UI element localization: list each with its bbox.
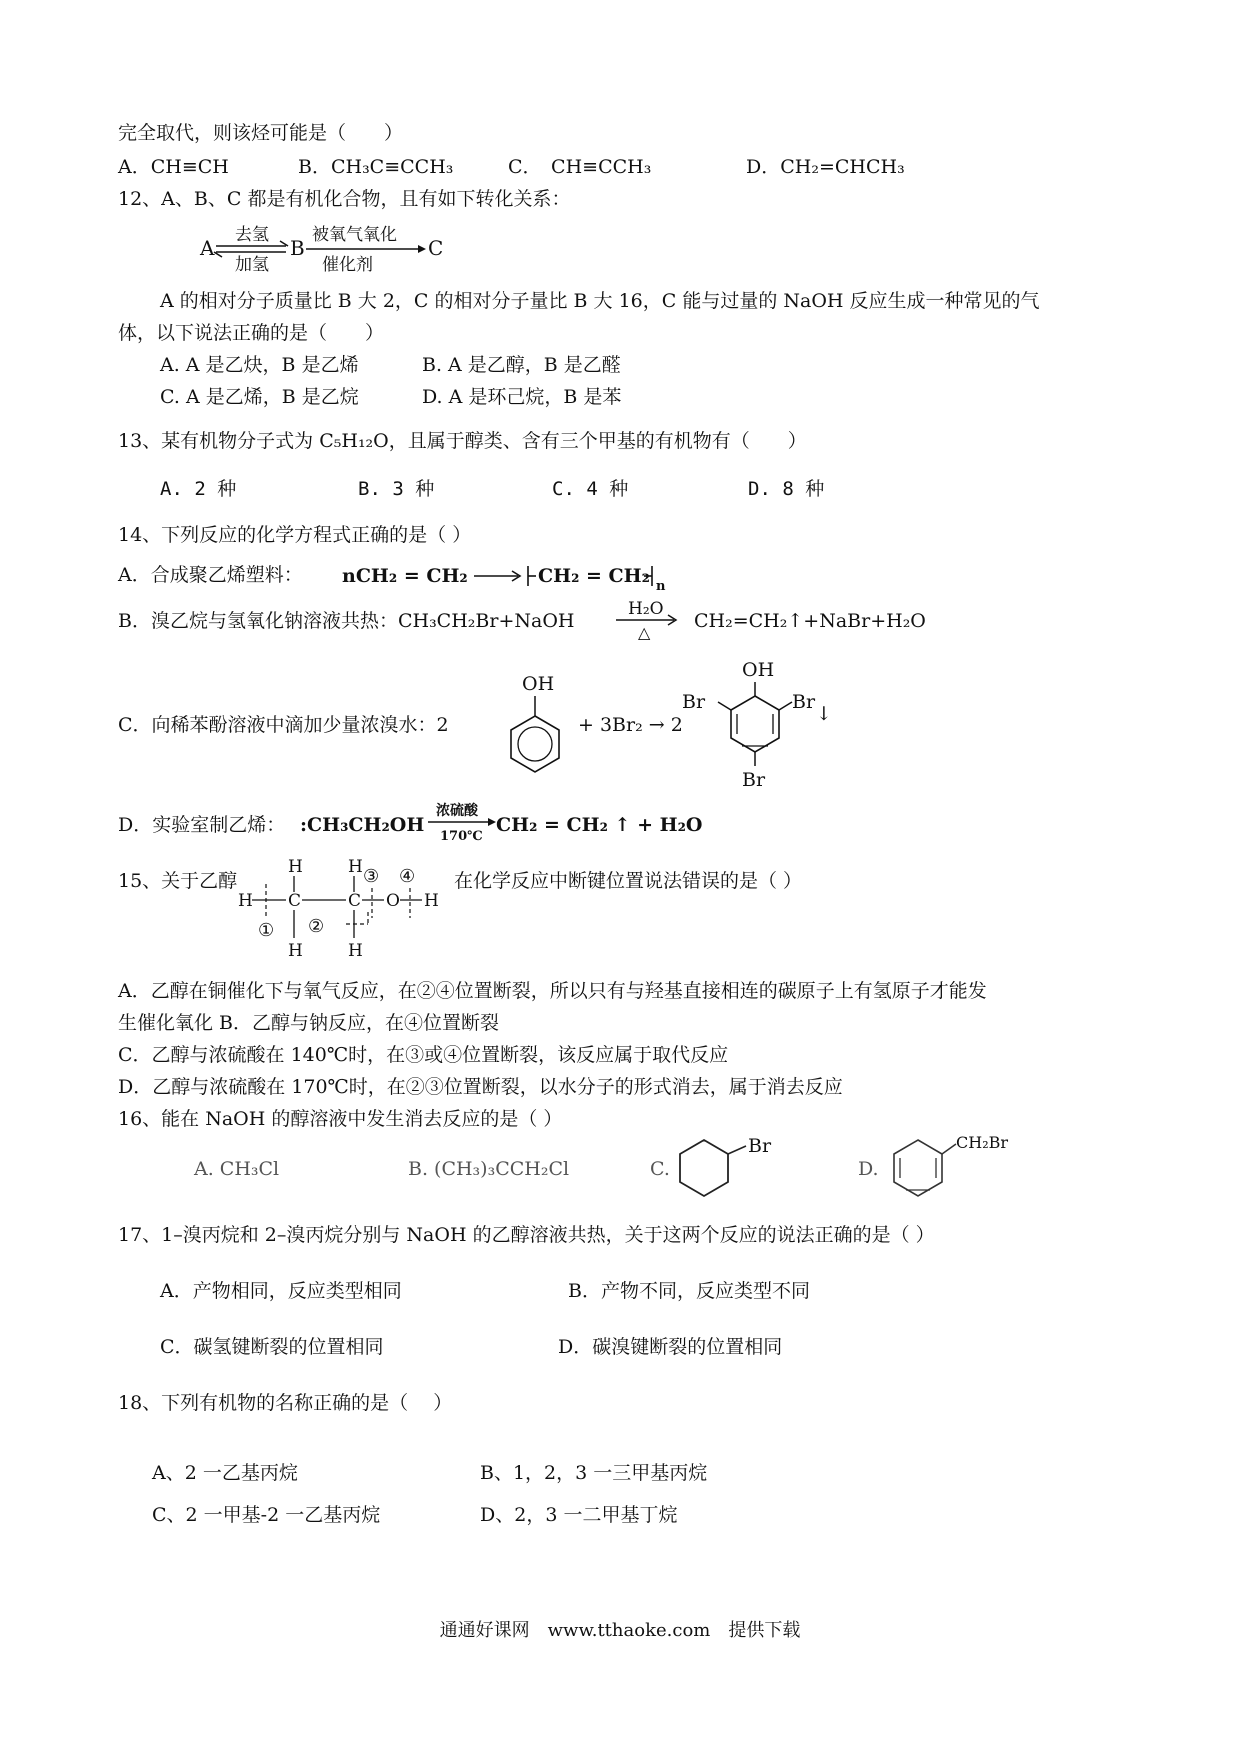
- q14-polyethylene-equation: [338, 558, 678, 594]
- ethanol-h-top2: H: [348, 857, 363, 877]
- tribromophenol-hydroxyl-label: OH: [742, 659, 775, 681]
- q13-option-d: D. 8 种: [748, 478, 825, 500]
- bromocyclohexane-structure: [676, 1130, 786, 1210]
- water-condition: H₂O: [628, 599, 664, 619]
- q12-description-line1: A 的相对分子质量比 B 大 2，C 的相对分子量比 B 大 16，C 能与过量的 NaOH 反应生成一种常见的气: [160, 290, 1040, 312]
- q13-option-a: A. 2 种: [160, 478, 237, 500]
- q14-option-d-products: CH₂ = CH₂ ↑ + H₂O: [496, 814, 703, 836]
- q13-option-c: C. 4 种: [552, 478, 629, 500]
- q14-stem: 14、下列反应的化学方程式正确的是（ ）: [118, 524, 472, 546]
- q18-option-d: D、2，3 一二甲基丁烷: [480, 1504, 678, 1526]
- q17-option-a: A．产物相同，反应类型相同: [160, 1280, 402, 1302]
- q16-option-a: A. CH₃Cl: [194, 1158, 280, 1180]
- q15-option-a-line1: A．乙醇在铜催化下与氧气反应，在②④位置断裂，所以只有与羟基直接相连的碳原子上有氢原子才能发: [118, 980, 987, 1002]
- scheme-dehydrogenation-label: 去氢: [235, 225, 269, 245]
- q14-d-reaction-arrow: [424, 800, 498, 846]
- heat-condition: △: [638, 623, 651, 642]
- q13-stem: 13、某有机物分子式为 C₅H₁₂O，且属于醇类、含有三个甲基的有机物有（ ）: [118, 430, 807, 452]
- phenol-structure: [500, 668, 570, 786]
- q14-b-reaction-arrow: [612, 598, 682, 642]
- q15-option-d: D．乙醇与浓硫酸在 170℃时，在②③位置断裂，以水分子的形式消去，属于消去反应: [118, 1076, 843, 1098]
- scheme-c: C: [428, 236, 444, 260]
- q16-option-c-label: C.: [650, 1158, 670, 1180]
- temperature-condition: 170℃: [440, 829, 483, 844]
- q17-stem: 17、1–溴丙烷和 2–溴丙烷分别与 NaOH 的乙醇溶液共热，关于这两个反应的说法正确的是（ ）: [118, 1224, 935, 1246]
- precipitate-arrow: ↓: [816, 703, 832, 725]
- ethanol-carbon2: C: [348, 891, 362, 911]
- q17-option-c: C．碳氢键断裂的位置相同: [160, 1336, 384, 1358]
- ethanol-h-left: H: [238, 891, 253, 911]
- ethanol-carbon1: C: [288, 891, 302, 911]
- ethanol-h-hydroxyl: H: [424, 891, 439, 911]
- q18-stem: 18、下列有机物的名称正确的是（ ）: [118, 1392, 453, 1414]
- q16-stem: 16、能在 NaOH 的醇溶液中发生消去反应的是（ ）: [118, 1108, 563, 1130]
- q12-conversion-scheme: [200, 222, 460, 275]
- ethanol-structure: [238, 852, 448, 962]
- ethanol-h-bottom1: H: [288, 941, 303, 961]
- q14-option-c-label: C．向稀苯酚溶液中滴加少量浓溴水：2: [118, 714, 449, 736]
- q15-stem-tail: 在化学反应中断键位置说法错误的是（ ）: [454, 870, 803, 892]
- scheme-a: A: [200, 236, 215, 260]
- ethanol-oxygen: O: [386, 891, 400, 911]
- q11-option-b: B．CH₃C≡CCH₃: [298, 156, 454, 178]
- q18-option-b: B、1，2，3 一三甲基丙烷: [480, 1462, 708, 1484]
- q12-stem: 12、A、B、C 都是有机化合物，且有如下转化关系：: [118, 188, 571, 210]
- tribromophenol-structure: [680, 654, 840, 794]
- bromine-bottom-label: Br: [742, 769, 766, 791]
- scheme-catalyst-label: 催化剂: [322, 255, 373, 275]
- q12-option-b: B. A 是乙醇，B 是乙醛: [422, 354, 621, 376]
- q17-option-b: B．产物不同，反应类型不同: [568, 1280, 810, 1302]
- bromine-left-label: Br: [682, 691, 706, 713]
- q12-option-a: A. A 是乙炔，B 是乙烯: [160, 354, 359, 376]
- polymer-repeat-unit: CH₂ = CH₂: [538, 565, 650, 587]
- bromocyclohexane-br-label: Br: [748, 1135, 772, 1157]
- q16-option-b: B. (CH₃)₃CCH₂Cl: [408, 1158, 570, 1180]
- q13-option-b: B. 3 种: [358, 478, 435, 500]
- scheme-hydrogenation-label: 加氢: [235, 255, 269, 275]
- q14-option-b-products: CH₂=CH₂↑+NaBr+H₂O: [694, 610, 926, 632]
- q14-option-a-label: A．合成聚乙烯塑料：: [118, 564, 303, 586]
- q11-stem-tail: 完全取代，则该烃可能是（ ）: [118, 122, 404, 144]
- q11-option-d: D．CH₂=CHCH₃: [746, 156, 905, 178]
- q14-option-d-label: D．实验室制乙烯：: [118, 814, 286, 836]
- bond-4-marker: ④: [399, 866, 416, 887]
- page-footer: 通通好课网 www.tthaoke.com 提供下载: [439, 1620, 801, 1641]
- ethanol-h-bottom2: H: [348, 941, 363, 961]
- q16-option-d-label: D.: [858, 1158, 879, 1180]
- q15-stem-head: 15、关于乙醇: [118, 870, 238, 892]
- q18-option-a: A、2 一乙基丙烷: [152, 1462, 298, 1484]
- q12-option-d: D. A 是环己烷，B 是苯: [422, 386, 622, 408]
- q11-option-a: A．CH≡CH: [118, 156, 229, 178]
- scheme-oxidation-label: 被氧气氧化: [312, 225, 397, 245]
- bond-1-marker: ①: [258, 920, 275, 941]
- q12-description-line2: 体，以下说法正确的是（ ）: [118, 322, 385, 344]
- q12-option-c: C. A 是乙烯，B 是乙烷: [160, 386, 359, 408]
- polymer-subscript: n: [656, 579, 666, 594]
- ethanol-h-top1: H: [288, 857, 303, 877]
- q15-option-c: C．乙醇与浓硫酸在 140℃时，在③或④位置断裂，该反应属于取代反应: [118, 1044, 729, 1066]
- q17-option-d: D．碳溴键断裂的位置相同: [558, 1336, 783, 1358]
- scheme-b: B: [290, 236, 305, 260]
- q15-option-a-line2: 生催化氧化 B．乙醇与钠反应，在④位置断裂: [118, 1012, 500, 1034]
- bromine-right-label: Br: [792, 691, 816, 713]
- ethylene-monomer: nCH₂ = CH₂: [342, 565, 468, 587]
- benzyl-ch2br-label: CH₂Br: [956, 1133, 1009, 1152]
- q14-option-b-label: B．溴乙烷与氢氧化钠溶液共热：CH₃CH₂Br+NaOH: [118, 610, 575, 632]
- q14-option-c-middle: + 3Br₂ → 2: [578, 714, 683, 736]
- benzyl-bromide-structure: [890, 1130, 1020, 1210]
- bond-3-marker: ③: [363, 866, 380, 887]
- q18-option-c: C、2 一甲基-2 一乙基丙烷: [152, 1504, 381, 1526]
- q11-option-c: C． CH≡CCH₃: [508, 156, 652, 178]
- bond-2-marker: ②: [308, 916, 325, 937]
- sulfuric-acid-condition: 浓硫酸: [436, 803, 478, 819]
- q14-option-d-reactant: :CH₃CH₂OH: [300, 814, 425, 836]
- phenol-hydroxyl-label: OH: [522, 673, 555, 695]
